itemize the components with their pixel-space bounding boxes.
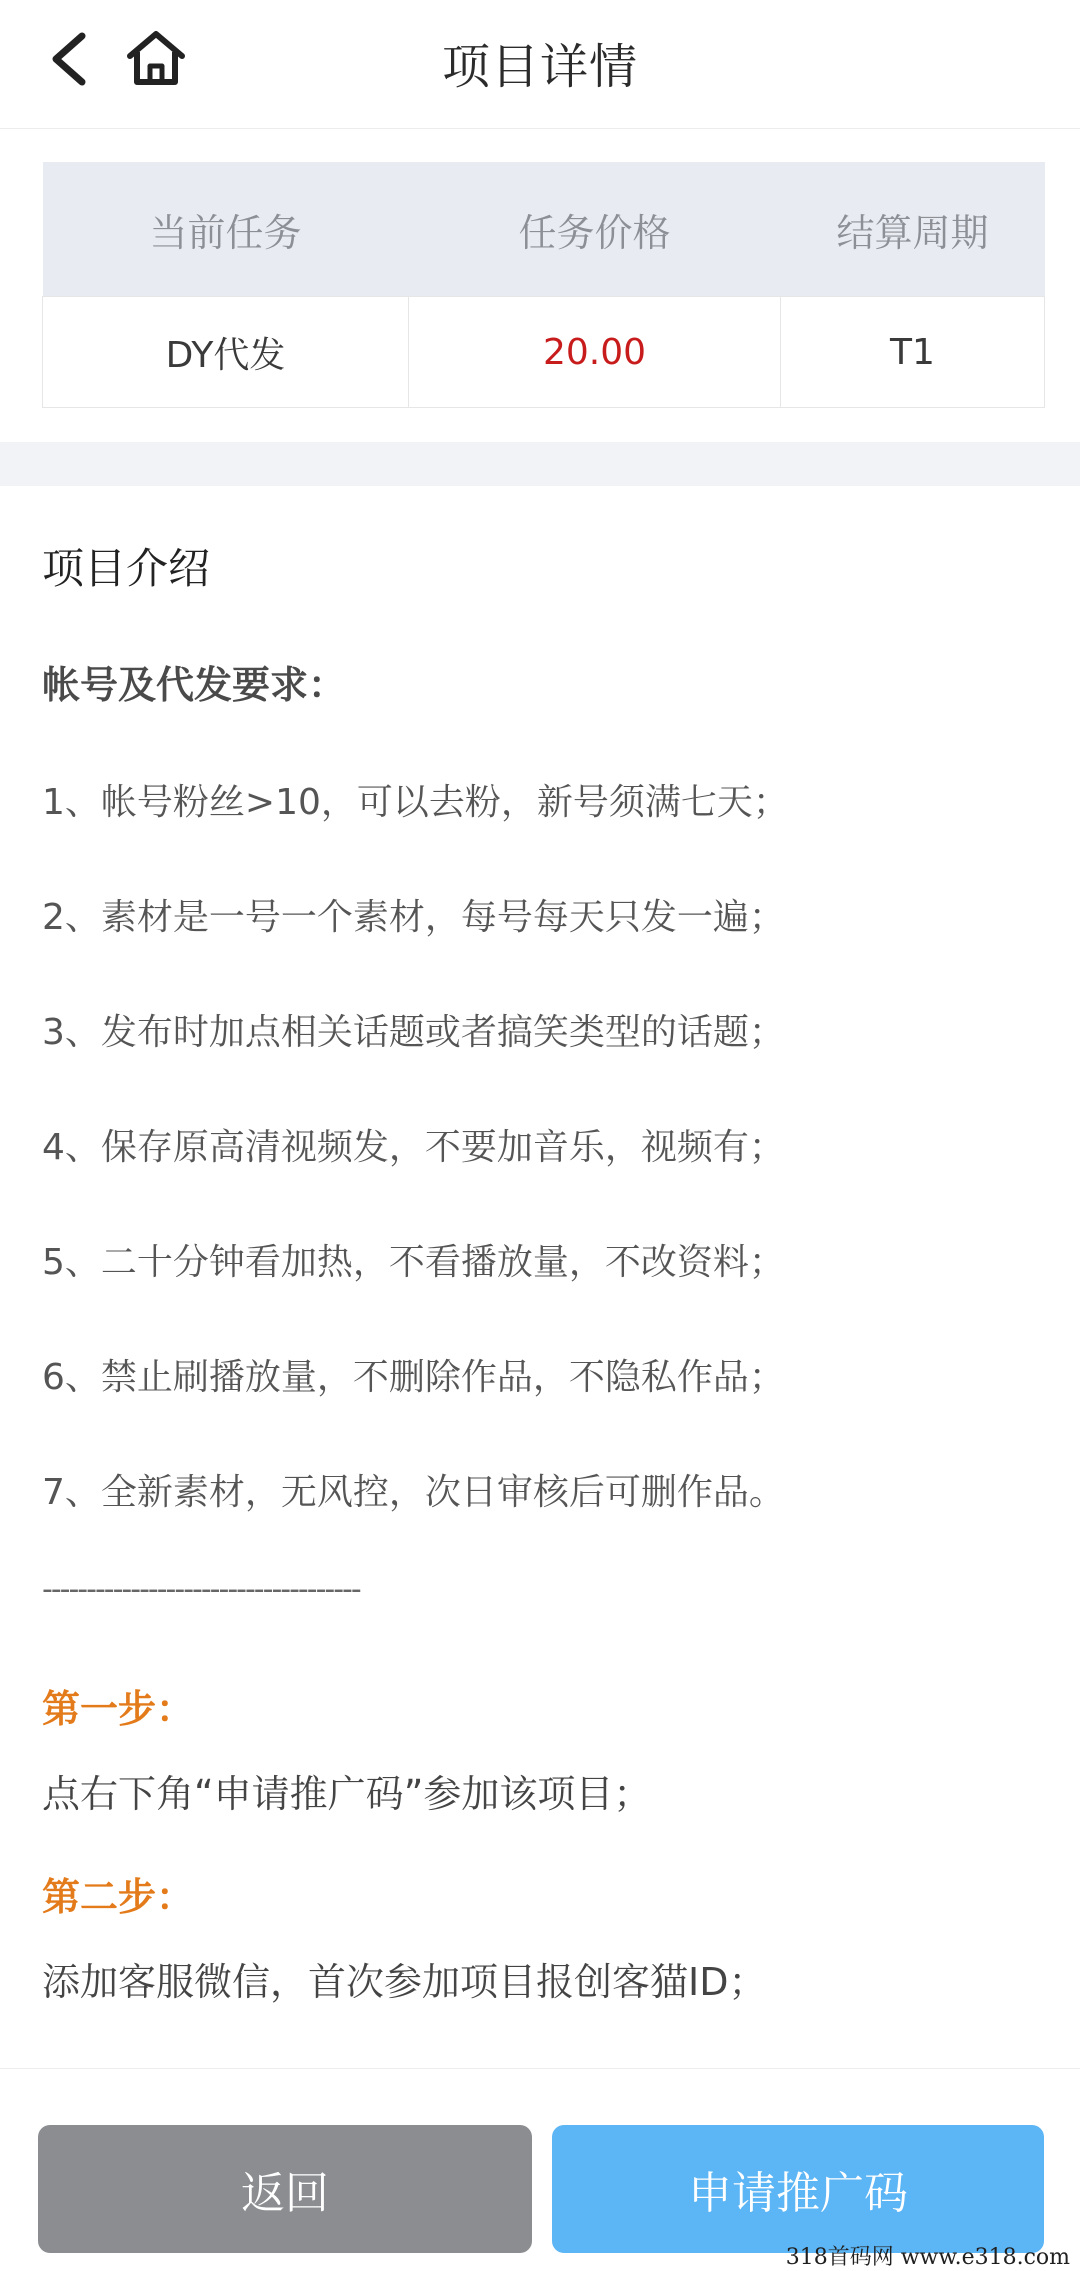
column-header-cycle: 结算周期: [781, 162, 1045, 297]
step-two-title: 第二步：: [42, 1875, 195, 1919]
list-item: 7、全新素材，无风控，次日审核后可删作品。: [42, 1472, 785, 1513]
column-header-task: 当前任务: [43, 162, 409, 297]
header-bar: [0, 0, 1080, 129]
list-item: 4、保存原高清视频发，不要加音乐，视频有；: [42, 1127, 785, 1168]
step-one-text: 点右下角“申请推广码”参加该项目；: [42, 1772, 652, 1816]
intro-title: 项目介绍: [42, 544, 211, 593]
table-header-row: [43, 162, 1045, 297]
table-row: [43, 297, 1045, 408]
settlement-cycle-cell: T1: [781, 297, 1045, 408]
back-button[interactable]: 返回: [38, 2125, 532, 2253]
list-item: 5、二十分钟看加热，不看播放量，不改资料；: [42, 1242, 785, 1283]
list-item: 1、帐号粉丝>10，可以去粉，新号须满七天；: [42, 782, 789, 823]
dashed-divider: ------------------------------------: [42, 1572, 360, 1607]
apply-promo-code-button[interactable]: 申请推广码: [552, 2125, 1044, 2253]
step-two-text: 添加客服微信，首次参加项目报创客猫ID；: [42, 1960, 767, 2004]
project-intro: [42, 486, 1042, 2006]
column-header-price: 任务价格: [409, 162, 781, 297]
list-item: 3、发布时加点相关话题或者搞笑类型的话题；: [42, 1012, 785, 1053]
list-item: 2、素材是一号一个素材，每号每天只发一遍；: [42, 897, 785, 938]
requirements-list: [42, 745, 1042, 1550]
requirements-title: 帐号及代发要求：: [42, 663, 347, 707]
page-title: 项目详情: [441, 39, 638, 95]
task-name-cell: DY代发: [43, 297, 409, 408]
step-one-title: 第一步：: [42, 1687, 195, 1731]
task-table: [42, 162, 1045, 408]
list-item: 6、禁止刷播放量，不删除作品，不隐私作品；: [42, 1357, 785, 1398]
bottom-action-bar: [0, 2068, 1080, 2266]
watermark: 318首码网 www.e318.com: [785, 2245, 1070, 2270]
section-separator: [0, 442, 1080, 486]
task-price-cell: 20.00: [409, 297, 781, 408]
